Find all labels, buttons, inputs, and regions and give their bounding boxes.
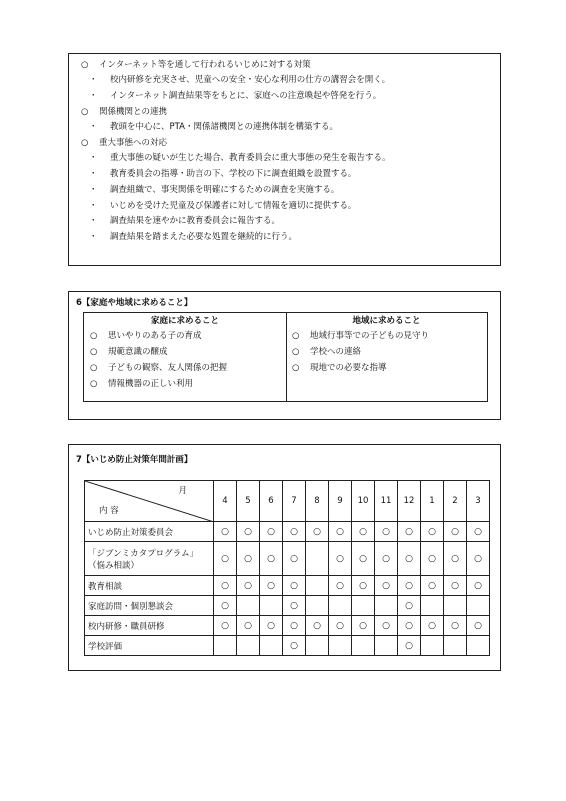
plan-header-row xyxy=(85,481,490,522)
month-header: 8 xyxy=(306,481,329,522)
plan-cell xyxy=(421,522,444,542)
plan-cell xyxy=(352,542,375,576)
plan-cell xyxy=(421,636,444,656)
section5-text: 調査結果を踏まえた必要な処置を継続的に行う。 xyxy=(110,232,298,242)
scheduled-mark: ○ xyxy=(336,553,344,564)
scheduled-mark: ○ xyxy=(290,580,298,591)
section7-title: 7【いじめ防止対策年間計画】 xyxy=(76,455,193,465)
plan-cell xyxy=(237,616,260,636)
community-requests-header: 地域に求めること xyxy=(352,316,421,326)
plan-row-label-line: 教育相談 xyxy=(88,581,123,592)
plan-row xyxy=(85,542,490,576)
section5-bullet xyxy=(89,152,391,164)
plan-cell xyxy=(283,596,306,616)
scheduled-mark: ○ xyxy=(221,526,229,537)
plan-cell xyxy=(260,636,283,656)
month-header: 5 xyxy=(237,481,260,522)
plan-cell xyxy=(306,616,329,636)
plan-cell xyxy=(214,522,237,542)
plan-row-label-line: 校内研修・職員研修 xyxy=(88,621,165,632)
month-header: 3 xyxy=(467,481,490,522)
scheduled-mark: ○ xyxy=(244,580,252,591)
bullet-marker: ・ xyxy=(89,91,98,101)
plan-cell xyxy=(329,522,352,542)
plan-cell xyxy=(260,576,283,596)
bullet-marker: ・ xyxy=(89,169,98,179)
section5-text: 教頭を中心に、PTA・関係諸機関との連携体制を構築する。 xyxy=(110,122,338,132)
plan-cell xyxy=(444,596,467,616)
month-header: 6 xyxy=(260,481,283,522)
circle-marker: ○ xyxy=(292,331,300,341)
scheduled-mark: ○ xyxy=(221,580,229,591)
scheduled-mark: ○ xyxy=(267,553,275,564)
scheduled-mark: ○ xyxy=(359,526,367,537)
corner-month-label: 月 xyxy=(178,486,187,496)
plan-corner-cell xyxy=(85,481,214,522)
section5-bullet xyxy=(89,215,280,227)
request-text: 現地での必要な指導 xyxy=(310,363,387,373)
section5-text: 教育委員会の指導・助言の下、学校の下に調査組織を設置する。 xyxy=(110,169,357,179)
section5-bullet xyxy=(89,168,357,180)
scheduled-mark: ○ xyxy=(290,526,298,537)
plan-cell xyxy=(421,616,444,636)
plan-cell xyxy=(283,636,306,656)
bullet-marker: ・ xyxy=(89,201,98,211)
section5-bullet xyxy=(89,231,297,243)
plan-row-label-line: 「ジブンミカタプログラム」 xyxy=(88,548,199,559)
scheduled-mark: ○ xyxy=(474,580,482,591)
bullet-marker: ・ xyxy=(89,185,98,195)
scheduled-mark: ○ xyxy=(382,526,390,537)
section5-bullet xyxy=(89,74,390,86)
plan-row-label-line: 家庭訪問・個別懇談会 xyxy=(88,601,174,612)
section5-text: 調査結果を速やかに教育委員会に報告する。 xyxy=(110,216,281,226)
scheduled-mark: ○ xyxy=(451,620,459,631)
plan-row-label-line: いじめ防止対策委員会 xyxy=(88,527,174,538)
plan-cell xyxy=(260,522,283,542)
community-request-item xyxy=(292,361,387,373)
scheduled-mark: ○ xyxy=(405,580,413,591)
plan-cell xyxy=(283,576,306,596)
plan-cell xyxy=(306,596,329,616)
scheduled-mark: ○ xyxy=(405,620,413,631)
bullet-marker: ・ xyxy=(89,122,98,132)
scheduled-mark: ○ xyxy=(474,526,482,537)
plan-cell xyxy=(329,636,352,656)
bullet-marker: ・ xyxy=(89,232,98,242)
plan-cell xyxy=(467,522,490,542)
home-request-item xyxy=(90,345,168,357)
section5-text: 調査組織で、事実関係を明確にするための調査を実施する。 xyxy=(110,185,340,195)
month-header: 2 xyxy=(444,481,467,522)
request-text: 地域行事等での子どもの見守り xyxy=(310,331,430,341)
plan-cell xyxy=(467,616,490,636)
plan-cell xyxy=(329,576,352,596)
request-text: 規範意識の醸成 xyxy=(108,347,168,357)
scheduled-mark: ○ xyxy=(336,620,344,631)
scheduled-mark: ○ xyxy=(382,580,390,591)
section5-bullet xyxy=(89,200,357,212)
plan-cell xyxy=(306,542,329,576)
scheduled-mark: ○ xyxy=(382,553,390,564)
plan-cell xyxy=(398,596,421,616)
plan-cell xyxy=(421,576,444,596)
circle-marker: ○ xyxy=(81,60,89,70)
plan-cell xyxy=(398,576,421,596)
scheduled-mark: ○ xyxy=(267,526,275,537)
plan-cell xyxy=(352,616,375,636)
plan-cell xyxy=(352,596,375,616)
scheduled-mark: ○ xyxy=(451,526,459,537)
scheduled-mark: ○ xyxy=(428,553,436,564)
plan-cell xyxy=(467,636,490,656)
scheduled-mark: ○ xyxy=(221,620,229,631)
scheduled-mark: ○ xyxy=(359,580,367,591)
plan-cell xyxy=(237,522,260,542)
plan-cell xyxy=(237,636,260,656)
plan-cell xyxy=(214,596,237,616)
scheduled-mark: ○ xyxy=(267,620,275,631)
home-requests-header: 家庭に求めること xyxy=(150,316,219,326)
plan-cell xyxy=(375,542,398,576)
section5-text: 関係機関との連携 xyxy=(99,107,168,117)
plan-cell xyxy=(237,576,260,596)
section5-text: 重大事態への対応 xyxy=(99,138,168,148)
plan-row-label xyxy=(85,636,214,656)
plan-cell xyxy=(283,522,306,542)
home-requests-column xyxy=(84,313,287,401)
bullet-marker: ・ xyxy=(89,216,98,226)
plan-cell xyxy=(444,522,467,542)
section6-title: 6【家庭や地域に求めること】 xyxy=(76,298,193,308)
request-text: 学校への連絡 xyxy=(310,347,362,357)
plan-row-label xyxy=(85,522,214,542)
plan-cell xyxy=(375,636,398,656)
section5-bullet xyxy=(89,90,381,102)
plan-cell xyxy=(444,616,467,636)
month-header: 4 xyxy=(214,481,237,522)
plan-row xyxy=(85,596,490,616)
scheduled-mark: ○ xyxy=(382,620,390,631)
scheduled-mark: ○ xyxy=(405,526,413,537)
plan-cell xyxy=(237,596,260,616)
scheduled-mark: ○ xyxy=(290,553,298,564)
plan-cell xyxy=(260,596,283,616)
corner-content-label: 内 容 xyxy=(99,506,119,516)
scheduled-mark: ○ xyxy=(428,620,436,631)
plan-cell xyxy=(214,636,237,656)
scheduled-mark: ○ xyxy=(290,620,298,631)
home-request-item xyxy=(90,361,227,373)
plan-cell xyxy=(352,522,375,542)
scheduled-mark: ○ xyxy=(244,526,252,537)
plan-cell xyxy=(398,542,421,576)
circle-marker: ○ xyxy=(292,363,300,373)
plan-cell xyxy=(260,542,283,576)
circle-marker: ○ xyxy=(292,347,300,357)
plan-cell xyxy=(421,596,444,616)
scheduled-mark: ○ xyxy=(313,526,321,537)
plan-cell xyxy=(375,596,398,616)
plan-row xyxy=(85,522,490,542)
plan-row-label-line: （悩み相談） xyxy=(88,560,140,571)
section5-heading xyxy=(81,59,311,71)
plan-cell xyxy=(306,576,329,596)
scheduled-mark: ○ xyxy=(405,553,413,564)
scheduled-mark: ○ xyxy=(405,600,413,611)
home-request-item xyxy=(90,329,202,341)
plan-cell xyxy=(467,576,490,596)
plan-cell xyxy=(375,616,398,636)
scheduled-mark: ○ xyxy=(244,620,252,631)
scheduled-mark: ○ xyxy=(336,580,344,591)
bullet-marker: ・ xyxy=(89,153,98,163)
plan-cell xyxy=(214,542,237,576)
plan-cell xyxy=(329,616,352,636)
home-request-item xyxy=(90,377,193,389)
community-request-item xyxy=(292,329,429,341)
scheduled-mark: ○ xyxy=(290,640,298,651)
month-header: 9 xyxy=(329,481,352,522)
scheduled-mark: ○ xyxy=(290,600,298,611)
circle-marker: ○ xyxy=(81,107,89,117)
month-header: 10 xyxy=(352,481,375,522)
section5-bullet xyxy=(89,184,339,196)
section7-box xyxy=(68,444,501,671)
community-requests-column xyxy=(286,313,487,401)
plan-cell xyxy=(375,522,398,542)
request-text: 情報機器の正しい利用 xyxy=(108,379,194,389)
scheduled-mark: ○ xyxy=(451,553,459,564)
plan-cell xyxy=(237,542,260,576)
plan-cell xyxy=(214,616,237,636)
plan-cell xyxy=(283,542,306,576)
section5-bullet xyxy=(89,121,338,133)
plan-cell xyxy=(398,636,421,656)
annual-plan-table xyxy=(84,480,490,656)
circle-marker: ○ xyxy=(90,363,98,373)
plan-cell xyxy=(329,596,352,616)
plan-cell xyxy=(421,542,444,576)
request-text: 思いやりのある子の育成 xyxy=(108,331,202,341)
scheduled-mark: ○ xyxy=(451,580,459,591)
month-header: 11 xyxy=(375,481,398,522)
scheduled-mark: ○ xyxy=(244,553,252,564)
section5-text: いじめを受けた児童及び保護者に対して情報を適切に提供する。 xyxy=(110,201,357,211)
requests-table xyxy=(83,312,488,402)
plan-cell xyxy=(398,522,421,542)
plan-cell xyxy=(352,576,375,596)
plan-cell xyxy=(260,616,283,636)
plan-cell xyxy=(467,542,490,576)
scheduled-mark: ○ xyxy=(428,580,436,591)
community-request-item xyxy=(292,345,361,357)
plan-cell xyxy=(329,542,352,576)
plan-cell xyxy=(306,636,329,656)
section5-text: インターネット等を通して行われるいじめに対する対策 xyxy=(99,60,311,70)
section5-text: インターネット調査結果等をもとに、家庭への注意喚起や啓発を行う。 xyxy=(110,91,382,101)
scheduled-mark: ○ xyxy=(359,620,367,631)
scheduled-mark: ○ xyxy=(221,553,229,564)
plan-cell xyxy=(444,636,467,656)
plan-row-label xyxy=(85,576,214,596)
plan-row-label xyxy=(85,596,214,616)
scheduled-mark: ○ xyxy=(221,600,229,611)
plan-row xyxy=(85,576,490,596)
plan-cell xyxy=(283,616,306,636)
plan-row xyxy=(85,636,490,656)
section5-heading xyxy=(81,137,167,149)
scheduled-mark: ○ xyxy=(313,620,321,631)
plan-cell xyxy=(398,616,421,636)
plan-cell xyxy=(306,522,329,542)
circle-marker: ○ xyxy=(90,379,98,389)
section5-heading xyxy=(81,106,167,118)
scheduled-mark: ○ xyxy=(336,526,344,537)
plan-row xyxy=(85,616,490,636)
plan-row-label xyxy=(85,616,214,636)
scheduled-mark: ○ xyxy=(267,580,275,591)
month-header: 1 xyxy=(421,481,444,522)
section5-text: 校内研修を充実させ、児童への安全・安心な利用の仕方の講習会を開く。 xyxy=(110,75,391,85)
scheduled-mark: ○ xyxy=(474,553,482,564)
circle-marker: ○ xyxy=(90,331,98,341)
scheduled-mark: ○ xyxy=(359,553,367,564)
month-header: 12 xyxy=(398,481,421,522)
plan-cell xyxy=(352,636,375,656)
section6-box xyxy=(68,291,501,420)
bullet-marker: ・ xyxy=(89,75,98,85)
circle-marker: ○ xyxy=(90,347,98,357)
scheduled-mark: ○ xyxy=(405,640,413,651)
scheduled-mark: ○ xyxy=(474,620,482,631)
request-text: 子どもの観察、友人関係の把握 xyxy=(108,363,228,373)
circle-marker: ○ xyxy=(81,138,89,148)
plan-cell xyxy=(444,576,467,596)
plan-row-label xyxy=(85,542,214,576)
month-header: 7 xyxy=(283,481,306,522)
plan-cell xyxy=(375,576,398,596)
scheduled-mark: ○ xyxy=(428,526,436,537)
plan-cell xyxy=(214,576,237,596)
plan-cell xyxy=(444,542,467,576)
plan-cell xyxy=(467,596,490,616)
section5-text: 重大事態の疑いが生じた場合、教育委員会に重大事態の発生を報告する。 xyxy=(110,153,391,163)
section5-box xyxy=(68,53,501,266)
plan-row-label-line: 学校評価 xyxy=(88,641,123,652)
